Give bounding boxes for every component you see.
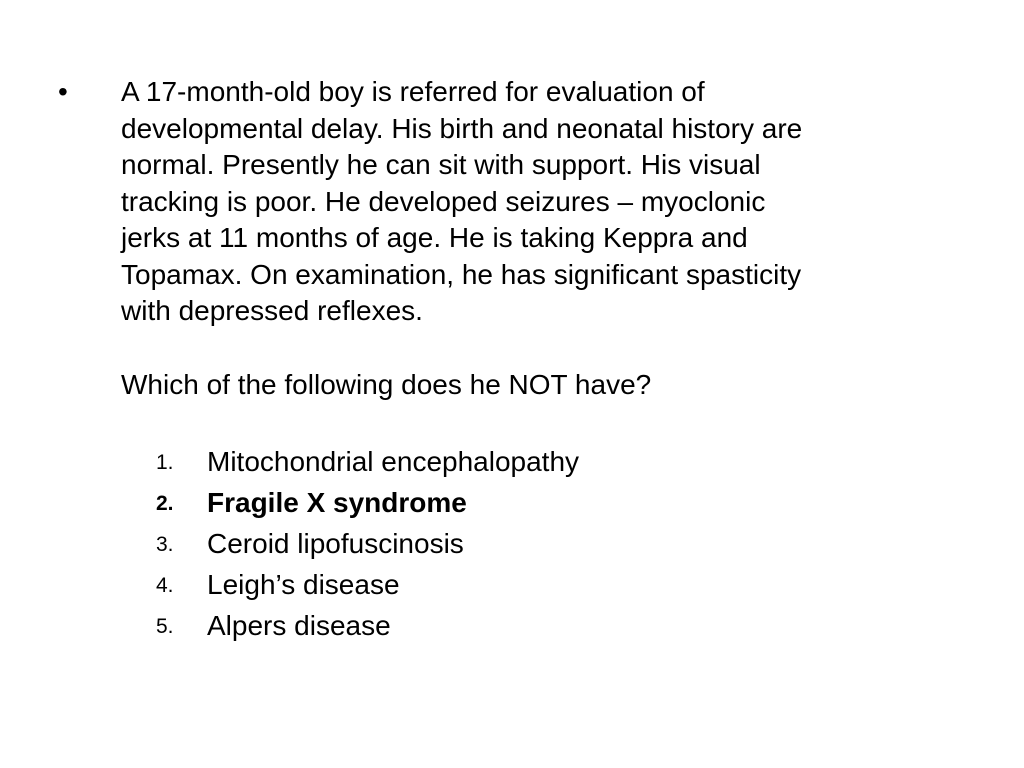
answer-option-3: [121, 526, 991, 567]
case-stem-line: jerks at 11 months of age. He is taking Keppra and: [121, 222, 748, 253]
option-text: Alpers disease: [207, 610, 391, 641]
option-text: Mitochondrial encephalopathy: [207, 446, 580, 477]
case-stem-line: A 17-month-old boy is referred for evaluation of: [121, 76, 705, 107]
option-number: 1.: [156, 451, 174, 474]
answer-option-1: [121, 444, 991, 485]
option-text: Fragile X syndrome: [207, 487, 467, 518]
option-text: Ceroid lipofuscinosis: [207, 528, 464, 559]
case-stem-line: tracking is poor. He developed seizures – myoclonic: [121, 185, 766, 217]
case-stem: [121, 74, 991, 330]
case-stem-line: Topamax. On examination, he has significant spasticity: [121, 258, 802, 290]
option-text: Leigh’s disease: [207, 569, 400, 600]
option-number: 5.: [156, 615, 174, 638]
answer-option-4: [121, 567, 991, 608]
option-number: 2.: [156, 492, 174, 515]
answer-options: [121, 444, 991, 649]
answer-option-2: [121, 485, 991, 526]
case-stem-line: with depressed reflexes.: [121, 295, 423, 326]
option-number: 3.: [156, 533, 174, 556]
answer-option-5: [121, 608, 991, 649]
bullet-marker: •: [58, 76, 68, 107]
case-stem-line: normal. Presently he can sit with support. His visual: [121, 149, 761, 180]
option-number: 4.: [156, 574, 174, 597]
slide-content: [121, 74, 991, 649]
case-stem-line: developmental delay. His birth and neonatal history are: [121, 112, 803, 144]
question-text: Which of the following does he NOT have?: [121, 368, 652, 400]
